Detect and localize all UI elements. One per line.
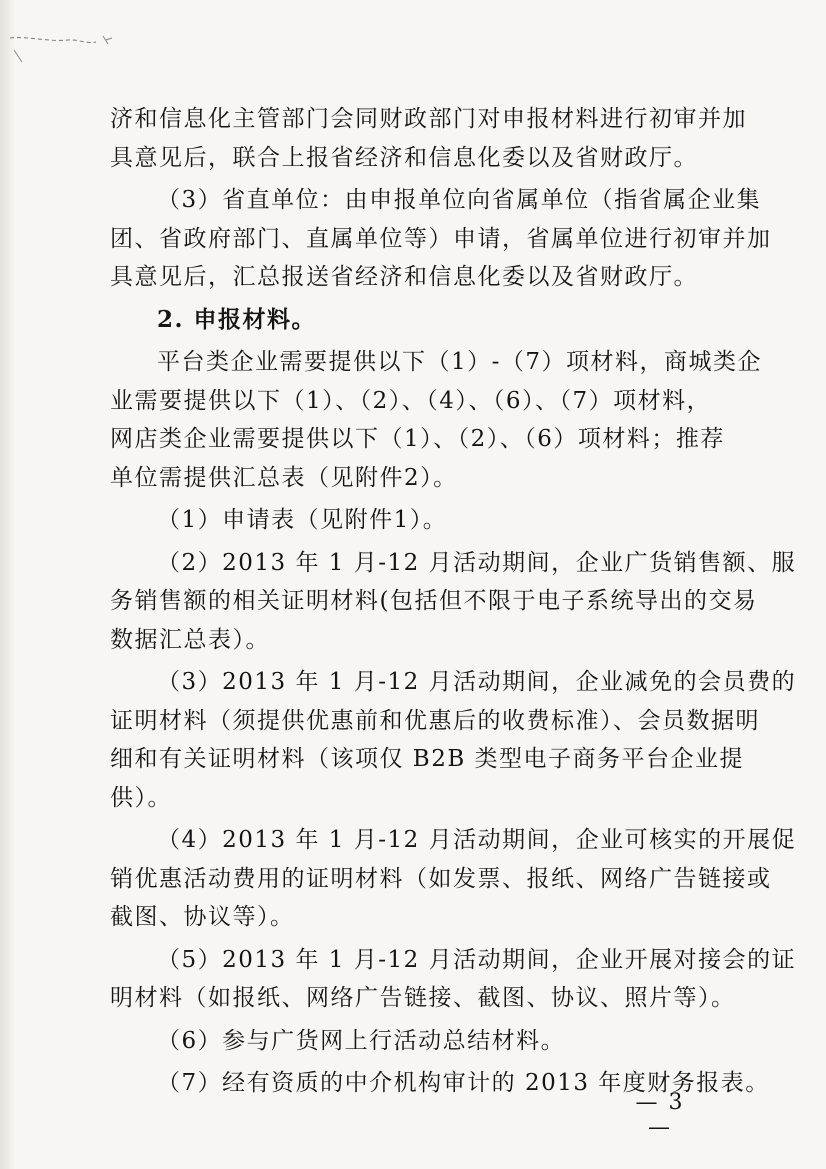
paragraph-provincial-units [110, 181, 772, 297]
list-item-2 [110, 544, 797, 660]
list-item-1 [110, 501, 700, 540]
text-line: 证明材料（须提供优惠前和优惠后的收费标准）、会员数据明 [110, 707, 760, 734]
page-number: — 3 — [635, 1090, 685, 1140]
text-line: 网店类企业需要提供以下（1）、（2）、（6）项材料；推荐 [110, 426, 725, 452]
text-line: 平台类企业需要提供以下（1）-（7）项材料，商城类企 [157, 349, 763, 375]
text-line: 业需要提供以下（1）、（2）、（4）、（6）、（7）项材料， [110, 387, 712, 414]
text-line: （3）2013 年 1 月-12 月活动期间，企业减免的会员费的 [157, 669, 797, 695]
section-heading [110, 301, 700, 340]
list-item-4 [110, 821, 797, 937]
paragraph-requirements [110, 343, 763, 497]
list-item-7 [110, 1064, 770, 1103]
text-line: 单位需提供汇总表（见附件2）。 [110, 464, 458, 491]
text-line: 济和信息化主管部门会同财政部门对申报材料进行初审并加 [110, 106, 747, 132]
text-line: 截图、协议等）。 [110, 904, 295, 930]
paragraph-continuation [110, 100, 747, 177]
text-line: （4）2013 年 1 月-12 月活动期间，企业可核实的开展促 [157, 827, 797, 853]
text-line: （5）2013 年 1 月-12 月活动期间，企业开展对接会的证 [157, 946, 797, 973]
text-line: 具意见后，汇总报送省经济和信息化委以及省财政厅。 [110, 264, 698, 290]
text-line: 细和有关证明材料（该项仅 B2B 类型电子商务平台企业提 [110, 746, 745, 772]
text-line: （3）省直单位：由申报单位向省属单位（指省属企业集 [157, 187, 762, 213]
text-line: 明材料（如报纸、网络广告链接、截图、协议、照片等）。 [110, 985, 736, 1011]
section-heading-text: 2. 申报材料。 [157, 305, 317, 333]
text-line: 具意见后，联合上报省经济和信息化委以及省财政厅。 [110, 144, 698, 171]
text-line: 务销售额的相关证明材料(包括但不限于电子系统导出的交易 [110, 588, 758, 614]
document-body [110, 100, 797, 1103]
list-item-3 [110, 663, 797, 817]
text-line: （1）申请表（见附件1）。 [157, 507, 448, 533]
text-line: （7）经有资质的中介机构审计的 2013 年度财务报表。 [157, 1070, 770, 1096]
list-item-6 [110, 1022, 700, 1061]
text-line: 销优惠活动费用的证明材料（如发票、报纸、网络广告链接或 [110, 865, 772, 892]
text-line: 团、省政府部门、直属单位等）申请，省属单位进行初审并加 [110, 225, 772, 252]
text-line: 供）。 [110, 784, 172, 811]
text-line: （2）2013 年 1 月-12 月活动期间，企业广货销售额、服 [157, 549, 797, 576]
scan-edge [0, 0, 16, 1169]
scan-mark [8, 28, 118, 78]
text-line: （6）参与广货网上行活动总结材料。 [157, 1027, 566, 1054]
text-line: 数据汇总表）。 [110, 626, 270, 653]
list-item-5 [110, 941, 797, 1018]
